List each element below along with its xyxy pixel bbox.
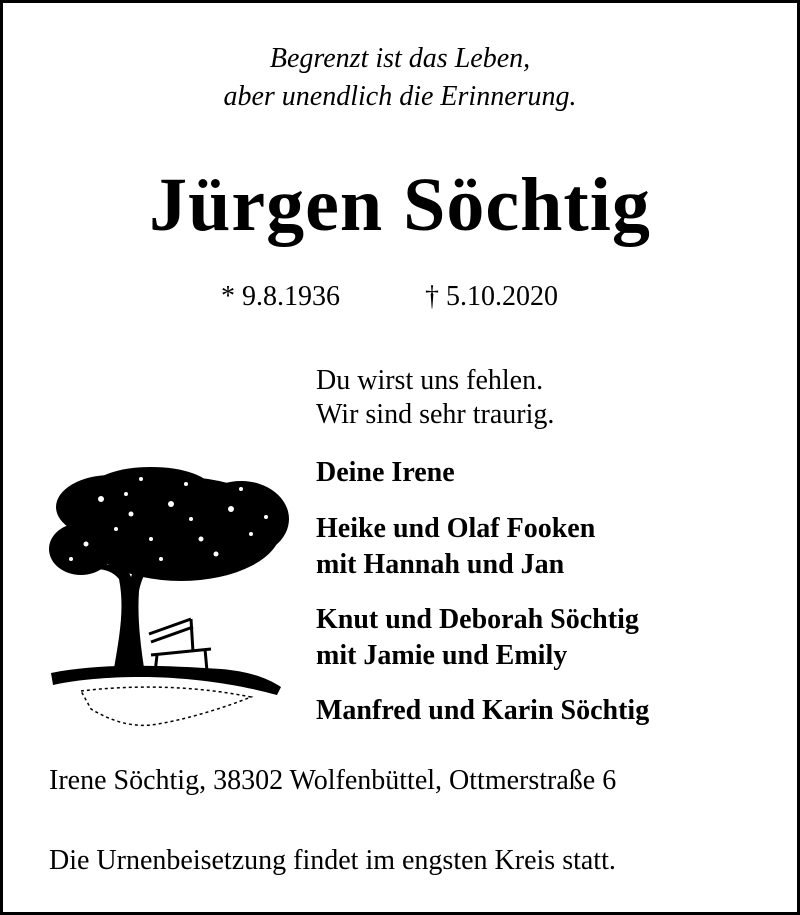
quote-line-1: Begrenzt ist das Leben, bbox=[269, 43, 531, 74]
family-knut-deborah-children: mit Jamie und Emily bbox=[316, 640, 568, 671]
deceased-name: Jürgen Söchtig bbox=[149, 163, 651, 247]
message-line-2: Wir sind sehr traurig. bbox=[316, 399, 555, 430]
family-heike-olaf: Heike und Olaf Fooken bbox=[316, 513, 596, 544]
family-knut-deborah: Knut und Deborah Söchtig bbox=[316, 604, 639, 635]
family-heike-olaf-children: mit Hannah und Jan bbox=[316, 549, 565, 580]
family-manfred-karin: Manfred und Karin Söchtig bbox=[316, 695, 650, 726]
birth-date: * 9.8.1936 bbox=[221, 281, 340, 312]
quote-line-2: aber unendlich die Erinnerung. bbox=[223, 81, 577, 112]
tree-with-bench-icon bbox=[41, 459, 291, 731]
family-irene: Deine Irene bbox=[316, 457, 455, 488]
death-date: † 5.10.2020 bbox=[425, 281, 558, 312]
contact-address: Irene Söchtig, 38302 Wolfenbüttel, Ottmerstraße 6 bbox=[49, 765, 617, 796]
message-line-1: Du wirst uns fehlen. bbox=[316, 365, 544, 396]
burial-notice: Die Urnenbeisetzung findet im engsten Kreis statt. bbox=[49, 845, 616, 876]
